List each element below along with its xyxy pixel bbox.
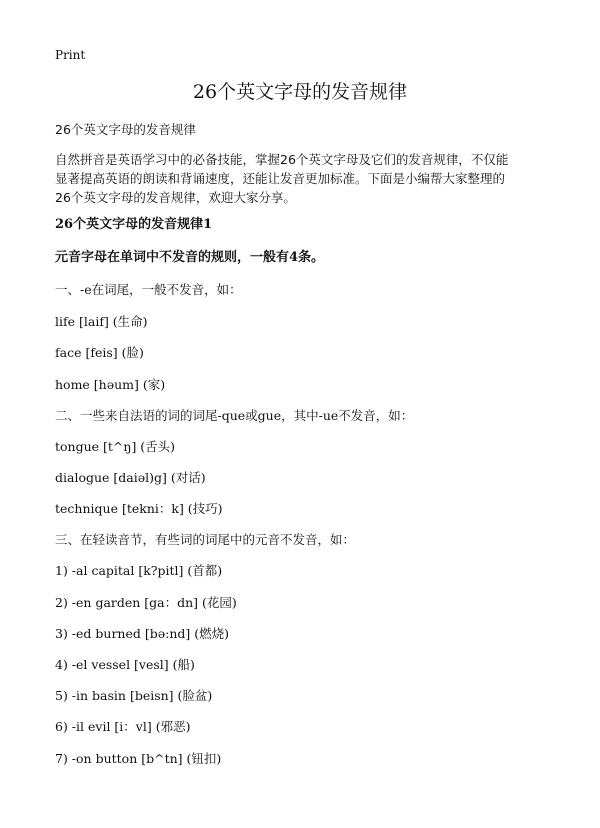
- intro-paragraph: [55, 150, 555, 207]
- example-line: technique [tekni：k] (技巧): [55, 501, 223, 516]
- example-line: dialogue [daiәl)g] (对话): [55, 470, 206, 485]
- rule-heading: 元音字母在单词中不发音的规则，一般有4条。: [55, 250, 325, 265]
- example-line: tongue [t^ŋ] (舌头): [55, 439, 176, 454]
- intro-line: 26个英文字母的发音规律，欢迎大家分享。: [55, 190, 296, 205]
- example-line: 4) -el vessel [vesl] (船): [55, 657, 195, 672]
- rule-2: 二、一些来自法语的词的词尾-que或gue，其中-ue不发音，如：: [55, 408, 414, 423]
- example-line: face [feis] (脸): [55, 345, 144, 360]
- intro-line: 显著提高英语的朗读和背诵速度，还能让发音更加标准。下面是小编帮大家整理的: [55, 171, 506, 186]
- section-heading: 26个英文字母的发音规律1: [55, 217, 213, 232]
- intro-line: 自然拼音是英语学习中的必备技能，掌握26个英文字母及它们的发音规律，不仅能: [55, 152, 509, 167]
- rule-3: 三、在轻读音节，有些词的词尾中的元音不发音，如：: [55, 532, 356, 547]
- example-line: life [laif] (生命): [55, 314, 148, 329]
- rule-1: 一、-e在词尾，一般不发音，如：: [55, 282, 242, 297]
- example-line: 6) -il evil [i：vl] (邪恶): [55, 719, 191, 734]
- example-line: 7) -on button [b^tn] (钮扣): [55, 751, 222, 766]
- example-line: 5) -in basin [beisn] (脸盆): [55, 688, 213, 703]
- example-line: 1) -al capital [k?pitl] (首都): [55, 563, 223, 578]
- page-title: 26个英文字母的发音规律: [192, 81, 408, 103]
- example-line: 2) -en garden [ga：dn] (花园): [55, 595, 237, 610]
- print-label: Print: [55, 48, 86, 62]
- subtitle: 26个英文字母的发音规律: [55, 122, 196, 137]
- example-line: 3) -ed burned [bә:nd] (燃烧): [55, 626, 229, 641]
- example-line: home [hәum] (家): [55, 377, 166, 392]
